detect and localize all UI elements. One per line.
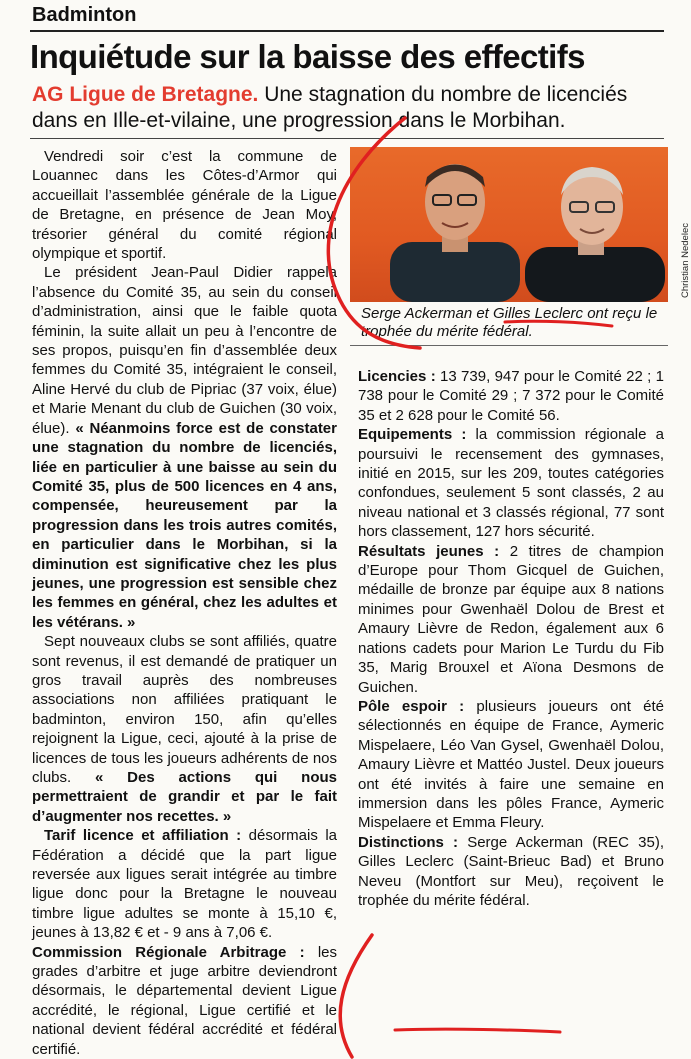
lead-text: Une stagnation du nombre de licenciés dans en Ille-et-vilaine, une progression dans le Morbihan. [32,83,628,132]
photo-credit-text: Christian Nedelec [680,223,691,298]
quote-bold: « Des actions qui nous permettraient de grandir et par le fait d’augmenter nos recettes. » [32,769,337,825]
paragraph [32,943,337,1059]
paragraph [32,632,337,826]
paragraph-head: Commission Régionale Arbitrage : [32,943,305,961]
article-column-2 [358,367,664,910]
paragraph-text: plusieurs joueurs ont été sélectionnés en équipe de France, Aymeric Mispelaere, Léo Van Gysel, Gwenhaël Dolou, Amaury Lièvre et Mattéo Justel. Deux joueurs ont été invités à faire une semaine en immersion dans les pôles France, Aymeric Mispelaere et Emma Fleury. [358,697,664,832]
paragraph-head: Distinctions : [358,833,459,851]
article-headline: Inquiétude sur la baisse des effectifs [30,38,585,75]
pen-underline-distinctions [395,1029,560,1032]
paragraph-text: 13 739, 947 pour le Comité 22 ; 1 738 pour le Comité 29 ; 7 372 pour le Comité 35 et 2 628 pour le Comité 56. [358,368,664,424]
paragraph-head: Pôle espoir : [358,697,465,715]
article-column-1 [32,147,337,1059]
paragraph [358,542,664,697]
photo-credit [668,150,691,300]
paragraph [358,697,664,833]
paragraph [32,826,337,942]
paragraph-text: Sept nouveaux clubs se sont affiliés, quatre sont revenus, il est demandé de pratiquer un gros travail auprès des nombreuses associations non affiliées pratiquant le badminton, environ 150, afin qu’elles rejoignent la Ligue, ceci, ajouté à la prise de licences de tous les joueurs adhérents de nos clubs. [32,633,337,786]
article-lead [32,82,672,134]
paragraph-head: Résultats jeunes : [358,542,500,560]
paragraph-head: Equipements : [358,426,467,444]
paragraph-text: Serge Ackerman (REC 35), Gilles Leclerc (Saint-Brieuc Bad) et Bruno Neveu (Montfort sur Meu), reçoivent le trophée du mérite fédéral. [358,833,664,909]
photo-illustration [350,147,668,302]
paragraph-head: Licencies : [358,368,436,385]
paragraph-text: Le président Jean-Paul Didier rappela l’absence du Comité 35, au sein du conseil d’administration, ainsi que le faible quota féminin, la suite allait un peu à l’encontre de ses propos, puisqu’en fin d’assemblée deux femmes du Comité 35, intégraient le conseil, Aline Hervé du club de Pipriac (37 voix, élue) et Marie Menant du club de Guichen (30 voix, élue). [32,264,337,437]
paragraph [358,367,664,425]
paragraph [358,833,664,911]
paragraph-head: Tarif licence et affiliation : [44,827,242,845]
paragraph-text: la commission régionale a poursuivi le recensement des gymnases, initié en 2015, sur les 209, toutes catégories confondues, seulement 5 sont classés, 2 au niveau national et 3 classés régional, 77 sont hors classement, 127 hors sécurité. [358,426,664,541]
lead-tag: AG Ligue de Bretagne. [32,83,259,106]
caption-rule [350,345,668,346]
paragraph [358,425,664,541]
photo-caption: Serge Ackerman et Gilles Leclerc ont reçu le trophée du mérite fédéral. [361,305,658,340]
quote-bold: « Néanmoins force est de constater une stagnation du nombre de licenciés, liée en particulier à une baisse au sein du Comité 35, plus de 500 licences en 4 ans, compensée, heureusement par la progression dans les trois autres comités, en particulier dans le Morbihan, si la diminution est significative chez les plus jeunes, une progression est sensible chez les femmes en général, chez les adultes et les vétérans. » [32,419,337,631]
section-rubric: Badminton [32,4,137,26]
pen-curve-bottom [340,935,372,1057]
paragraph-text: 2 titres de champion d’Europe pour Thom Gicquel de Guichen, médaille de bronze par équipe aux 8 nations minimes pour Gwenhaël Dolou de Brest et Amaury Lièvre de Redon, également aux 6 nations cadets pour Marion Le Turdu du Fib 35, Marig Brouxel et Aïona Desmons de Guichen. [358,542,664,696]
paragraph-text: désormais la Fédération a décidé que la part ligue reversée aux ligues serait intégrée au timbre ligue donc pour la Bretagne le nouveau timbre ligue adultes se monte à 15,10 €, jeunes à 13,82 € et - 9 ans à 7,06 €. [32,827,337,942]
paragraph [32,263,337,632]
paragraph-text: les grades d’arbitre et juge arbitre deviendront désormais, le départemental devient Ligue accrédité, le régional, Ligue certifié et le national devient fédéral accrédité et fédéral certifié. [32,943,338,1058]
paragraph: Vendredi soir c’est la commune de Louannec dans les Côtes-d’Armor qui accueillait l’assemblée générale de la Ligue de Bretagne, en présence de Jean Moy, trésorier général du comité régional olympique et sportif. [32,148,337,263]
article-photo [350,147,668,302]
top-rule [30,30,664,32]
lead-rule [30,138,664,139]
